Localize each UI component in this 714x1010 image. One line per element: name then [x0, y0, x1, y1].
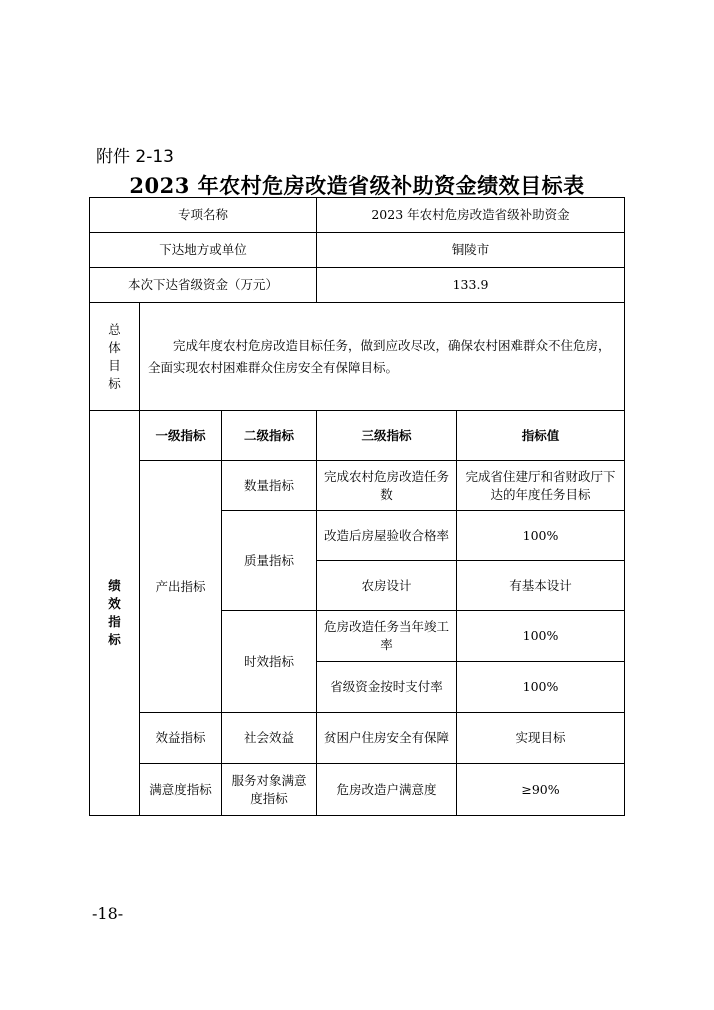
performance-indicator-label	[90, 411, 140, 816]
perf-label-char: 效	[108, 596, 121, 611]
page-number: -18-	[92, 904, 124, 923]
overall-goal-label	[90, 303, 140, 411]
indicator-level3: 省级资金按时支付率	[317, 662, 457, 713]
indicator-value: 有基本设计	[457, 561, 625, 611]
indicator-level3: 贫困户住房安全有保障	[317, 713, 457, 764]
table-row	[90, 713, 625, 764]
goal-label-char: 目	[108, 357, 121, 373]
timeliness-indicator-cell: 时效指标	[222, 611, 317, 713]
indicator-level3: 农房设计	[317, 561, 457, 611]
quality-indicator-cell: 质量指标	[222, 511, 317, 611]
indicator-value: 100%	[457, 511, 625, 561]
performance-target-table	[89, 197, 625, 816]
project-name-label: 专项名称	[90, 198, 317, 233]
header-value: 指标值	[457, 411, 625, 461]
header-level2: 二级指标	[222, 411, 317, 461]
indicator-level3: 完成农村危房改造任务数	[317, 461, 457, 511]
indicator-value: 完成省住建厅和省财政厅下达的年度任务目标	[457, 461, 625, 511]
indicator-level3: 危房改造任务当年竣工率	[317, 611, 457, 662]
satisfaction-indicator-cell: 满意度指标	[140, 764, 222, 816]
quantity-indicator-cell: 数量指标	[222, 461, 317, 511]
region-label: 下达地方或单位	[90, 233, 317, 268]
funds-row	[90, 268, 625, 303]
table-row	[90, 461, 625, 511]
overall-goal-text: 完成年度农村危房改造目标任务，做到应改尽改，确保农村困难群众不住危房，全面实现农村困难群众住房安全有保障目标。	[140, 303, 625, 411]
service-satisfaction-cell: 服务对象满意度指标	[222, 764, 317, 816]
output-indicator-cell: 产出指标	[140, 461, 222, 713]
indicator-level3: 危房改造户满意度	[317, 764, 457, 816]
indicator-value: ≥90%	[457, 764, 625, 816]
perf-label-char: 标	[108, 632, 121, 647]
attachment-label: 附件 2-13	[96, 147, 174, 167]
region-value: 铜陵市	[317, 233, 625, 268]
funds-value: 133.9	[317, 268, 625, 303]
project-name-row	[90, 198, 625, 233]
perf-label-char: 绩	[108, 578, 121, 593]
funds-label: 本次下达省级资金（万元）	[90, 268, 317, 303]
page-title: 2023 年农村危房改造省级补助资金绩效目标表	[129, 173, 585, 198]
overall-goal-row	[90, 303, 625, 411]
goal-label-char: 总	[108, 321, 121, 337]
indicator-header-row	[90, 411, 625, 461]
indicator-value: 实现目标	[457, 713, 625, 764]
goal-label-char: 体	[108, 339, 121, 355]
header-level1: 一级指标	[140, 411, 222, 461]
benefit-indicator-cell: 效益指标	[140, 713, 222, 764]
header-level3: 三级指标	[317, 411, 457, 461]
indicator-level3: 改造后房屋验收合格率	[317, 511, 457, 561]
region-row	[90, 233, 625, 268]
project-name-value: 2023 年农村危房改造省级补助资金	[317, 198, 625, 233]
perf-label-char: 指	[108, 614, 121, 629]
goal-label-char: 标	[108, 375, 121, 391]
social-benefit-cell: 社会效益	[222, 713, 317, 764]
indicator-value: 100%	[457, 662, 625, 713]
indicator-value: 100%	[457, 611, 625, 662]
table-row	[90, 764, 625, 816]
